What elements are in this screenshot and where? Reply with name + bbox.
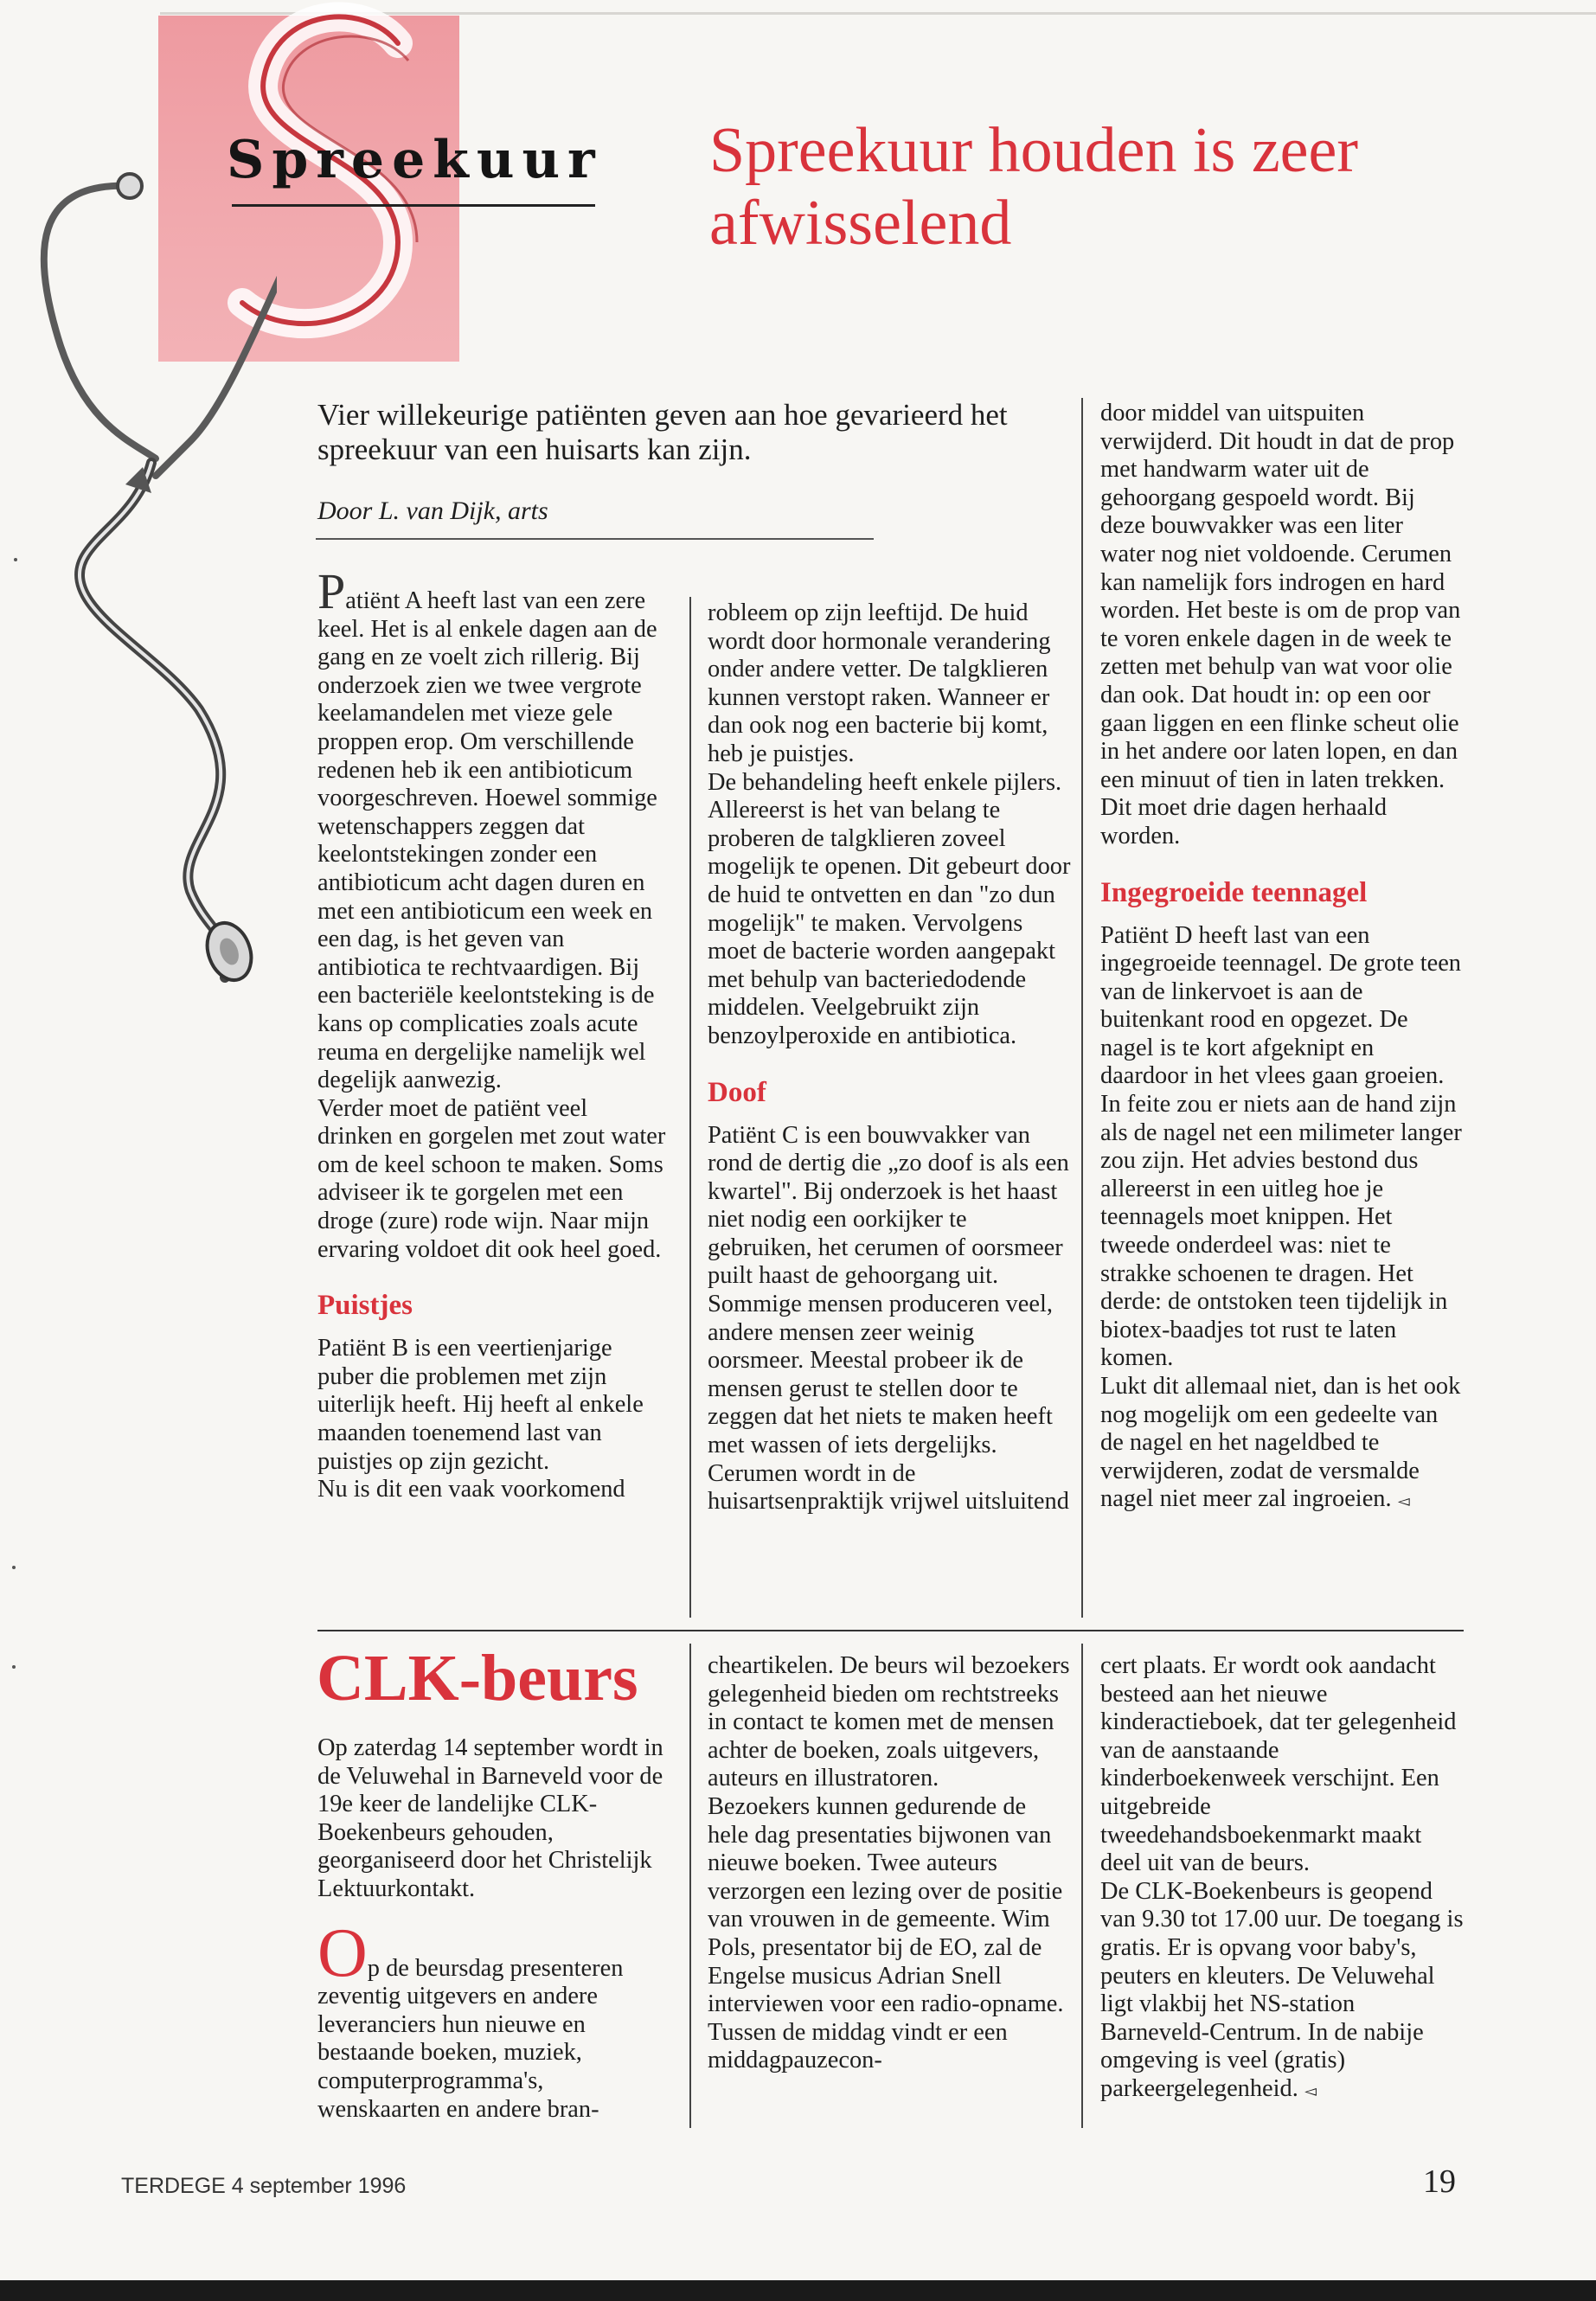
article-headline: Spreekuur houden is zeer afwisselend bbox=[709, 115, 1359, 259]
clk-column-2 bbox=[708, 1652, 1071, 2075]
subhead-puistjes: Puistjes bbox=[317, 1290, 413, 1322]
paragraph bbox=[317, 563, 668, 1095]
section-divider bbox=[317, 1630, 1464, 1631]
paragraph: Bezoekers kunnen gedurende de hele dag presentaties bijwonen van nieuwe boeken. Twee auteurs verzorgen een lezing over de positie van vrouwen in de gemeente. Wim Pols, presentator bij de EO, zal de Engelse musicus Adrian Snell interviewen voor een radio-opname. Tussen de middag vindt er een middagpauzecon- bbox=[708, 1792, 1064, 2074]
clk-column-1 bbox=[317, 1734, 668, 2124]
subhead-doof: Doof bbox=[708, 1076, 766, 1108]
page-number: 19 bbox=[1423, 2163, 1456, 2200]
article-intro: Vier willekeurige patiënten geven aan hoe gevarieerd het spreekuur van een huisarts kan zijn. bbox=[317, 398, 1008, 466]
scan-dot bbox=[14, 558, 17, 561]
paragraph-text: De CLK-Boekenbeurs is geopend van 9.30 tot 17.00 uur. De toegang is gratis. Er is opvang voor baby's, peuters en kleuters. De Veluwehal ligt vlakbij het NS-station Barneveld-Centrum. In de nabije omgeving is veel (gratis) parkeergelegenheid. bbox=[1100, 1877, 1464, 2102]
scan-dot bbox=[12, 1566, 16, 1569]
byline-rule bbox=[316, 538, 874, 540]
paragraph: cert plaats. Er wordt ook aandacht besteed aan het nieuwe kinderactieboek, dat ter gelegenheid van de aanstaande kinderboekenweek verschijnt. Een uitgebreide tweedehandsboekenmarkt maakt deel uit van de beurs. bbox=[1100, 1652, 1457, 1877]
paragraph-text: Lukt dit allemaal niet, dan is het ook nog mogelijk om een gedeelte van de nagel en het nageldbed te verwijderen, zodat de versmalde nagel niet meer zal ingroeien. bbox=[1100, 1373, 1461, 1513]
end-mark-icon: ◅ bbox=[1304, 2081, 1317, 2099]
drop-cap: O bbox=[317, 1914, 368, 1991]
scan-dot bbox=[12, 1665, 16, 1669]
paragraph-text: atiënt A heeft last van een zere keel. Het is al enkele dagen aan de gang en ze voelt zich rillerig. Bij onderzoek zien we twee vergrote keelamandelen met vieze gele proppen erop. Om verschillende redenen heb ik een antibioticum voorgeschreven. Hoewel sommige wetenschappers zeggen dat keelontstekingen zonder een antibioticum acht dagen duren en met een antibioticum een week en een dag, is het geven van antibiotica te rechtvaardigen. Bij een bacteriële keelontsteking is de kans op complicaties zoals acute reuma en dergelijke namelijk wel degelijk aanwezig. bbox=[317, 587, 657, 1094]
publication-info: TERDEGE 4 september 1996 bbox=[121, 2174, 407, 2198]
paragraph: Patiënt B is een veertienjarige puber die problemen met zijn uiterlijk heeft. Hij heeft al enkele maanden toenemend last van puistjes op zijn gezicht. bbox=[317, 1335, 644, 1475]
end-mark-icon: ◅ bbox=[1397, 1492, 1410, 1510]
paragraph: cheartikelen. De beurs wil bezoekers gelegenheid bieden om rechtstreeks in contact te komen met de mensen achter de boeken, zoals uitgevers, auteurs en illustratoren. bbox=[708, 1652, 1070, 1792]
paragraph: door middel van uitspuiten verwijderd. Dit houdt in dat de prop met handwarm water uit de gehoorgang gespoeld wordt. Bij deze bouwvakker was een liter water nog niet voldoende. Cerumen kan namelijk fors indrogen en hard worden. Het beste is om de prop van te voren enkele dagen in de week te zetten met behulp van wat voor olie dan ook. Dat houdt in: op een oor gaan liggen en een flinke scheut olie in het andere oor laten lopen, en dan een minuut of tien in laten trekken. Dit moet drie dagen herhaald worden. bbox=[1100, 400, 1461, 849]
clk-headline: CLK-beurs bbox=[317, 1642, 638, 1715]
paragraph: robleem op zijn leeftijd. De huid wordt door hormonale verandering onder andere vetter. De talgklieren kunnen verstopt raken. Wanneer er dan ook nog een bacterie bij komt, heb je puistjes. bbox=[708, 599, 1051, 767]
paragraph-text: p de beursdag presenteren zeventig uitgevers en andere leveranciers hun nieuwe en bestaande boeken, muziek, computerprogramma's, wenskaarten en andere bran- bbox=[317, 1954, 624, 2123]
section-label: Spreekuur bbox=[227, 130, 603, 190]
paragraph bbox=[317, 1914, 668, 2125]
paragraph bbox=[1100, 1373, 1464, 1516]
section-label-underline bbox=[232, 204, 595, 207]
stethoscope-icon bbox=[0, 147, 277, 1029]
article-column-1 bbox=[317, 563, 668, 1504]
article-column-3 bbox=[1100, 400, 1464, 1516]
paragraph: Verder moet de patiënt veel drinken en gorgelen met zout water om de keel schoon te maken. Soms adviseer ik te gorgelen met een droge (zure) rode wijn. Naar mijn ervaring voldoet dit ook heel goed. bbox=[317, 1094, 666, 1263]
scan-bottom-edge bbox=[0, 2280, 1596, 2301]
paragraph: De behandeling heeft enkele pijlers. Allereerst is het van belang te proberen de talgklieren zoveel mogelijk te openen. Dit gebeurt door de huid te ontvetten en dan "zo dun mogelijk" te maken. Vervolgens moet de bacterie worden aangepakt met behulp van bacteriedodende middelen. Veelgebruikt zijn benzoylperoxide en antibiotica. bbox=[708, 768, 1071, 1049]
column-rule bbox=[689, 597, 691, 1618]
column-rule bbox=[689, 1644, 691, 2128]
paragraph: Patiënt C is een bouwvakker van rond de dertig die „zo doof is als een kwartel". Bij onderzoek is het haast niet nodig een oorkijker te gebruiken, het cerumen of oorsmeer puilt haast de gehoorgang uit. Sommige mensen produceren veel, andere mensen zeer weinig oorsmeer. Meestal probeer ik de mensen gerust te stellen door te zeggen dat het niets te maken heeft met wassen of iets dergelijks. Cerumen wordt in de huisartsenpraktijk vrijwel uitsluitend bbox=[708, 1121, 1069, 1516]
paragraph: Op zaterdag 14 september wordt in de Veluwehal in Barneveld voor de 19e keer de landelijke CLK-Boekenbeurs gehouden, georganiseerd door het Christelijk Lektuurkontakt. bbox=[317, 1734, 663, 1902]
clk-column-3 bbox=[1100, 1652, 1464, 2106]
paragraph: Nu is dit een vaak voorkomend bbox=[317, 1476, 625, 1503]
column-rule bbox=[1081, 398, 1083, 1618]
byline: Door L. van Dijk, arts bbox=[317, 497, 548, 525]
paragraph: Patiënt D heeft last van een ingegroeide teennagel. De grote teen van de linkervoet is aan de buitenkant rood en opgezet. De nagel is te kort afgeknipt en daardoor in het vlees gaan groeien. In feite zou er niets aan de hand zijn als de nagel net een milimeter langer zou zijn. Het advies bestond dus allereerst in een uitleg hoe je teennagels moet knippen. Het tweede onderdeel was: niet te strakke schoenen te dragen. Het derde: de ontstoken teen tijdelijk in biotex-baadjes tot rust te laten komen. bbox=[1100, 921, 1462, 1372]
article-column-2 bbox=[708, 599, 1071, 1516]
column-rule bbox=[1081, 1644, 1083, 2128]
paragraph bbox=[1100, 1878, 1464, 2106]
subhead-ingegroeide-teennagel: Ingegroeide teennagel bbox=[1100, 876, 1368, 908]
drop-cap: P bbox=[317, 563, 346, 619]
